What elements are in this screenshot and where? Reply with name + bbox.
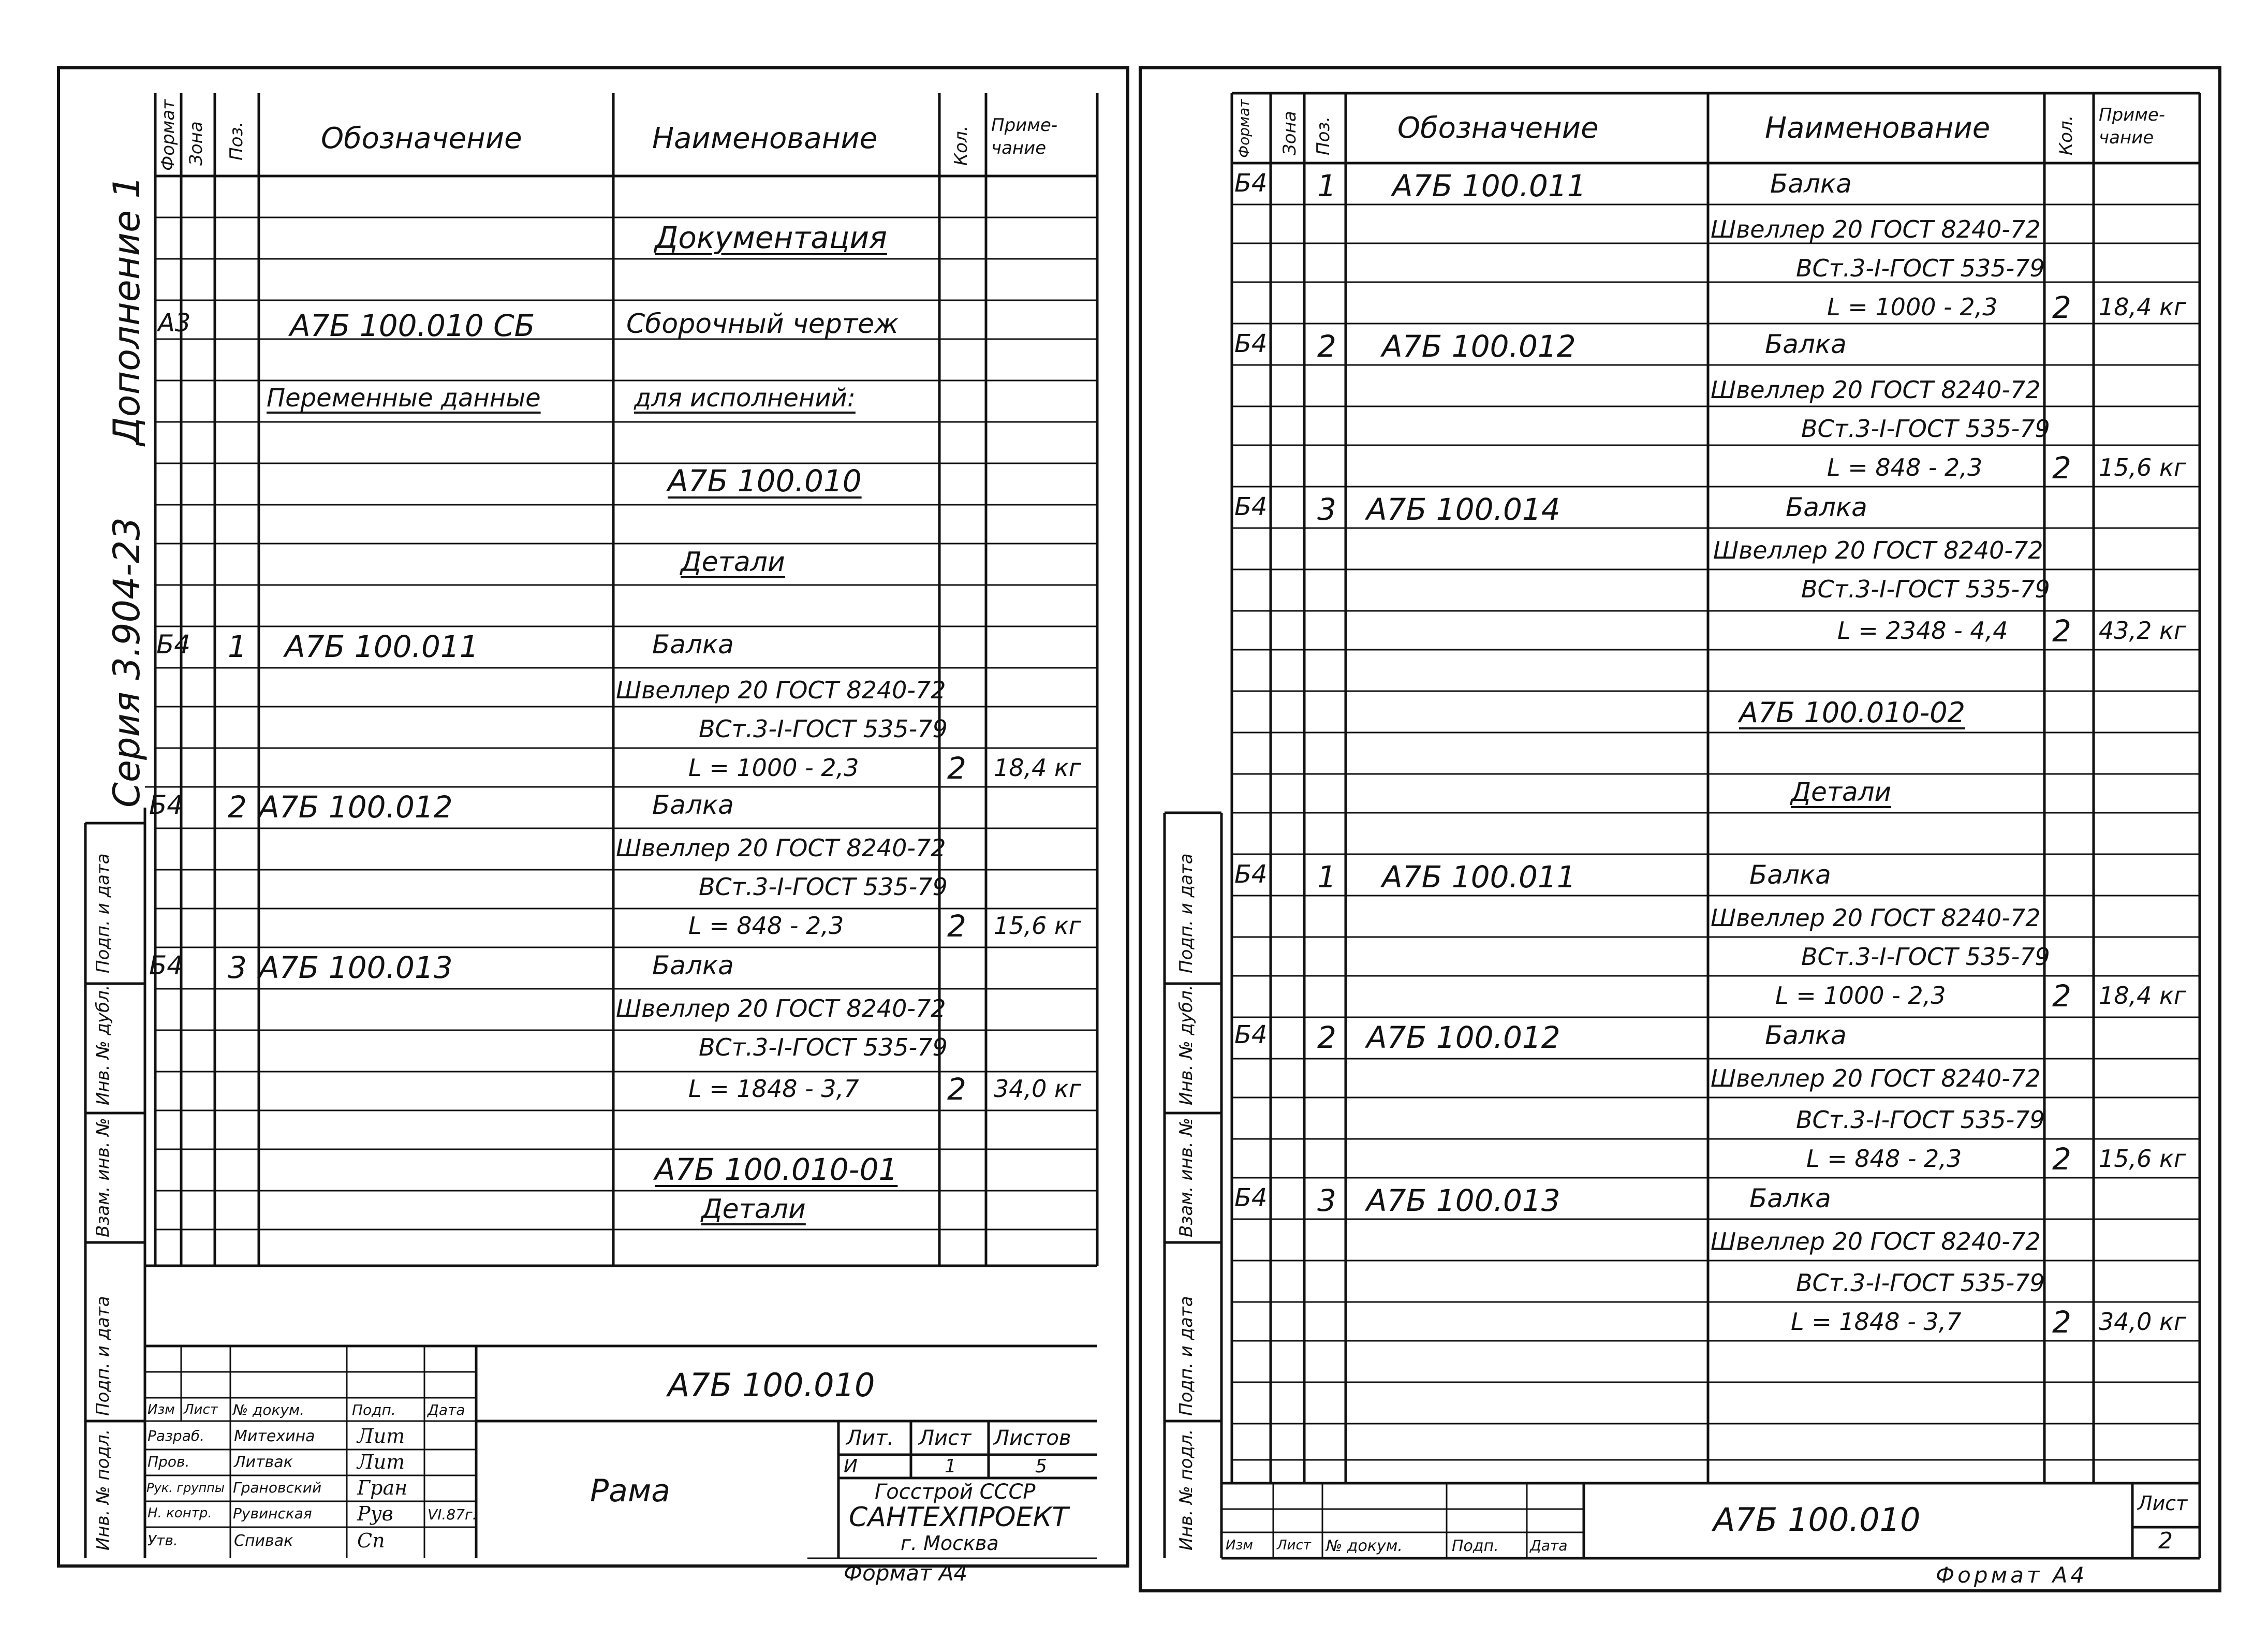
row-name-profile: Швеллер 20 ГОСТ 8240-72 bbox=[616, 834, 946, 862]
col-head-name: Наименование bbox=[652, 122, 878, 155]
addendum-label: Дополнение 1 bbox=[106, 175, 148, 445]
stamp-code: А7Б 100.010 bbox=[668, 1366, 875, 1404]
row-note: 34,0 кг bbox=[994, 1075, 1081, 1103]
stamp-role: Н. контр. bbox=[148, 1505, 212, 1521]
variant-code: А7Б 100.010 bbox=[668, 463, 862, 499]
stamp-head-change: Изм bbox=[148, 1402, 175, 1417]
row-name-steel: ВСт.3-I-ГОСТ 535-79 bbox=[699, 1033, 948, 1061]
row-pos: 2 bbox=[1317, 329, 1336, 364]
row-note: 15,6 кг bbox=[2099, 453, 2186, 481]
row-format: Б4 bbox=[156, 630, 191, 660]
row-name-length: L = 1000 - 2,3 bbox=[688, 754, 859, 782]
stamp-lit: И bbox=[844, 1456, 858, 1477]
format-label: Формат А4 bbox=[844, 1560, 968, 1586]
row-pos: 3 bbox=[1317, 492, 1336, 527]
row-name-profile: Швеллер 20 ГОСТ 8240-72 bbox=[1711, 1227, 2041, 1255]
stamp-org-2: САНТЕХПРОЕКТ bbox=[849, 1502, 1069, 1533]
stamp-role: Разраб. bbox=[148, 1427, 205, 1444]
side-field-dupl-inv: Инв. № дубл. bbox=[1176, 985, 1197, 1105]
stamp-date: VI.87г. bbox=[428, 1506, 477, 1523]
stamp-code: А7Б 100.010 bbox=[1713, 1501, 1921, 1539]
row-name: Балка bbox=[1749, 1183, 1831, 1213]
col-head-designation: Обозначение bbox=[321, 122, 522, 155]
col-head-zone: Зона bbox=[186, 121, 207, 166]
side-field-sign-date-2: Подп. и дата bbox=[1176, 1296, 1197, 1416]
row-qty: 2 bbox=[2052, 450, 2071, 486]
side-field-orig-inv: Инв. № подл. bbox=[1176, 1429, 1197, 1550]
row-format: Б4 bbox=[1234, 1020, 1268, 1049]
row-name-length: L = 848 - 2,3 bbox=[1806, 1145, 1962, 1173]
stamp-person: Рувинская bbox=[233, 1505, 312, 1522]
row-name: Балка bbox=[1749, 860, 1831, 890]
col-head-qty: Кол. bbox=[2056, 115, 2076, 155]
col-head-designation: Обозначение bbox=[1397, 111, 1599, 145]
stamp-person: Литвак bbox=[234, 1453, 293, 1471]
row-name-steel: ВСт.3-I-ГОСТ 535-79 bbox=[1796, 1269, 2045, 1297]
row-pos: 1 bbox=[1317, 168, 1336, 203]
stamp-person: Грановский bbox=[233, 1479, 322, 1496]
row-qty: 2 bbox=[947, 909, 966, 944]
row-designation: А7Б 100.011 bbox=[1392, 168, 1586, 203]
stamp-sheets: 5 bbox=[1035, 1456, 1047, 1477]
row-name: Балка bbox=[652, 950, 734, 981]
section-documentation: Документация bbox=[655, 220, 887, 255]
row-name-steel: ВСт.3-I-ГОСТ 535-79 bbox=[1801, 415, 2050, 443]
col-head-format: Формат bbox=[158, 99, 179, 171]
col-head-note: Приме-чание bbox=[2099, 105, 2166, 149]
stamp-sheet-number: 2 bbox=[2158, 1528, 2173, 1554]
stamp-lit-head: Лит. bbox=[846, 1426, 894, 1450]
row-note: 18,4 кг bbox=[994, 754, 1081, 782]
section-details-01: Детали bbox=[701, 1194, 806, 1225]
row-name-steel: ВСт.3-I-ГОСТ 535-79 bbox=[699, 873, 948, 901]
row-note: 43,2 кг bbox=[2099, 617, 2186, 645]
row-name: Балка bbox=[652, 630, 734, 660]
row-qty: 2 bbox=[2052, 978, 2071, 1014]
stamp-signature: Рув bbox=[357, 1502, 393, 1525]
row-pos: 2 bbox=[228, 789, 247, 825]
row-format: А3 bbox=[158, 309, 191, 338]
side-field-repl-inv: Взам. инв. № bbox=[93, 1118, 113, 1237]
side-field-orig-inv: Инв. № подл. bbox=[93, 1429, 113, 1550]
col-head-pos: Поз. bbox=[1313, 116, 1334, 155]
row-name-profile: Швеллер 20 ГОСТ 8240-72 bbox=[616, 676, 946, 704]
row-designation: А7Б 100.012 bbox=[1382, 329, 1576, 364]
row-format: Б4 bbox=[149, 950, 184, 981]
row-pos: 1 bbox=[228, 629, 247, 664]
section-details: Детали bbox=[681, 547, 785, 578]
col-head-zone: Зона bbox=[1279, 111, 1300, 155]
side-field-sign-date: Подп. и дата bbox=[93, 853, 113, 973]
stamp-sheet-head: Лист bbox=[2138, 1492, 2188, 1515]
row-qty: 2 bbox=[2052, 1305, 2071, 1340]
col-head-pos: Поз. bbox=[226, 121, 247, 160]
stamp-head-sign: Подп. bbox=[352, 1401, 396, 1418]
stamp-head-date: Дата bbox=[428, 1401, 465, 1418]
stamp-sheets-head: Листов bbox=[994, 1426, 1071, 1450]
stamp-person: Спивак bbox=[234, 1532, 293, 1550]
row-designation: А7Б 100.010 СБ bbox=[290, 308, 535, 343]
row-format: Б4 bbox=[1234, 169, 1268, 198]
row-format: Б4 bbox=[1234, 860, 1268, 889]
stamp-role: Пров. bbox=[148, 1453, 190, 1470]
stamp-org-1: Госстрой СССР bbox=[875, 1480, 1036, 1504]
row-designation: А7Б 100.012 bbox=[1366, 1020, 1560, 1055]
stamp-head-date: Дата bbox=[1530, 1537, 1568, 1554]
row-name: Сборочный чертеж bbox=[626, 309, 899, 340]
row-name: Балка bbox=[1765, 329, 1847, 359]
stamp-head-change: Изм bbox=[1226, 1538, 1253, 1553]
side-field-sign-date: Подп. и дата bbox=[1176, 853, 1197, 973]
row-note: 18,4 кг bbox=[2099, 293, 2186, 321]
stamp-signature: Лит bbox=[357, 1451, 405, 1473]
variant-01-code: А7Б 100.010-01 bbox=[655, 1152, 898, 1187]
row-designation: А7Б 100.013 bbox=[1366, 1183, 1560, 1218]
row-designation: А7Б 100.014 bbox=[1366, 492, 1560, 527]
row-designation: А7Б 100.012 bbox=[259, 789, 453, 825]
row-name-length: L = 2348 - 4,4 bbox=[1837, 617, 2008, 645]
row-name-steel: ВСт.3-I-ГОСТ 535-79 bbox=[699, 715, 948, 743]
col-head-note: Приме-чание bbox=[991, 115, 1058, 159]
row-designation: А7Б 100.011 bbox=[1382, 859, 1576, 895]
row-pos: 1 bbox=[1317, 859, 1336, 895]
row-name-steel: ВСт.3-I-ГОСТ 535-79 bbox=[1796, 1106, 2045, 1134]
section-details-02: Детали bbox=[1791, 777, 1892, 807]
stamp-head-docnum: № докум. bbox=[1326, 1537, 1403, 1555]
row-pos: 3 bbox=[1317, 1183, 1336, 1218]
row-qty: 2 bbox=[2052, 613, 2071, 649]
side-field-repl-inv: Взам. инв. № bbox=[1176, 1118, 1197, 1237]
row-name-length: L = 848 - 2,3 bbox=[688, 912, 844, 940]
row-name-length: L = 1000 - 2,3 bbox=[1775, 982, 1946, 1009]
side-field-sign-date-2: Подп. и дата bbox=[93, 1296, 113, 1416]
series-label: Серия 3.904-23 bbox=[106, 517, 148, 808]
row-name-profile: Швеллер 20 ГОСТ 8240-72 bbox=[1711, 215, 2041, 243]
stamp-org-3: г. Москва bbox=[901, 1532, 999, 1555]
stamp-signature: Лит bbox=[357, 1425, 405, 1447]
row-format: Б4 bbox=[1234, 329, 1268, 358]
row-qty: 2 bbox=[947, 751, 966, 786]
row-name: Балка bbox=[1770, 169, 1852, 199]
stamp-sheet-head: Лист bbox=[919, 1426, 971, 1450]
stamp-head-sign: Подп. bbox=[1452, 1537, 1499, 1555]
row-name-profile: Швеллер 20 ГОСТ 8240-72 bbox=[1711, 376, 2041, 404]
row-name-profile: Швеллер 20 ГОСТ 8240-72 bbox=[1713, 536, 2043, 564]
col-head-name: Наименование bbox=[1765, 111, 1991, 145]
row-qty: 2 bbox=[947, 1072, 966, 1107]
row-qty: 2 bbox=[2052, 290, 2071, 325]
variable-data-label-2: для исполнений: bbox=[634, 384, 856, 413]
col-head-qty: Кол. bbox=[951, 125, 971, 166]
row-name-profile: Швеллер 20 ГОСТ 8240-72 bbox=[1711, 1064, 2041, 1092]
row-name-steel: ВСт.3-I-ГОСТ 535-79 bbox=[1801, 575, 2050, 603]
row-format: Б4 bbox=[1234, 492, 1268, 521]
row-designation: А7Б 100.011 bbox=[285, 629, 479, 664]
col-head-format: Формат bbox=[1235, 99, 1253, 158]
row-name-length: L = 1848 - 3,7 bbox=[688, 1075, 859, 1103]
stamp-head-docnum: № докум. bbox=[233, 1401, 305, 1418]
stamp-sheet: 1 bbox=[945, 1456, 956, 1477]
row-note: 18,4 кг bbox=[2099, 982, 2186, 1009]
row-name-steel: ВСт.3-I-ГОСТ 535-79 bbox=[1796, 254, 2045, 282]
row-pos: 2 bbox=[1317, 1020, 1336, 1055]
row-name: Балка bbox=[652, 790, 734, 820]
stamp-head-sheet: Лист bbox=[184, 1402, 218, 1417]
row-pos: 3 bbox=[228, 950, 247, 985]
row-name-length: L = 848 - 2,3 bbox=[1827, 453, 1983, 481]
row-name-length: L = 1848 - 3,7 bbox=[1791, 1308, 1962, 1336]
row-name-steel: ВСт.3-I-ГОСТ 535-79 bbox=[1801, 943, 2050, 971]
row-name: Балка bbox=[1786, 492, 1867, 522]
stamp-signature: Сп bbox=[357, 1529, 385, 1552]
variable-data-label: Переменные данные bbox=[267, 384, 541, 413]
row-note: 15,6 кг bbox=[994, 912, 1081, 940]
row-name: Балка bbox=[1765, 1020, 1847, 1050]
stamp-title: Рама bbox=[590, 1473, 670, 1509]
row-name-profile: Швеллер 20 ГОСТ 8240-72 bbox=[1711, 904, 2041, 932]
stamp-role: Утв. bbox=[148, 1532, 178, 1549]
stamp-role: Рук. группы bbox=[146, 1481, 225, 1495]
stamp-person: Митехина bbox=[234, 1427, 315, 1445]
row-name-profile: Швеллер 20 ГОСТ 8240-72 bbox=[616, 994, 946, 1022]
row-format: Б4 bbox=[149, 790, 184, 820]
stamp-signature: Гран bbox=[357, 1476, 408, 1499]
row-format: Б4 bbox=[1234, 1183, 1268, 1212]
row-designation: А7Б 100.013 bbox=[259, 950, 453, 985]
row-note: 15,6 кг bbox=[2099, 1145, 2186, 1173]
stamp-head-sheet: Лист bbox=[1277, 1538, 1311, 1553]
side-field-dupl-inv: Инв. № дубл. bbox=[93, 985, 113, 1105]
row-name-length: L = 1000 - 2,3 bbox=[1827, 293, 1998, 321]
format-label: Формат А4 bbox=[1936, 1562, 2088, 1588]
row-qty: 2 bbox=[2052, 1142, 2071, 1177]
row-note: 34,0 кг bbox=[2099, 1308, 2186, 1336]
variant-02-code: А7Б 100.010-02 bbox=[1739, 696, 1966, 729]
